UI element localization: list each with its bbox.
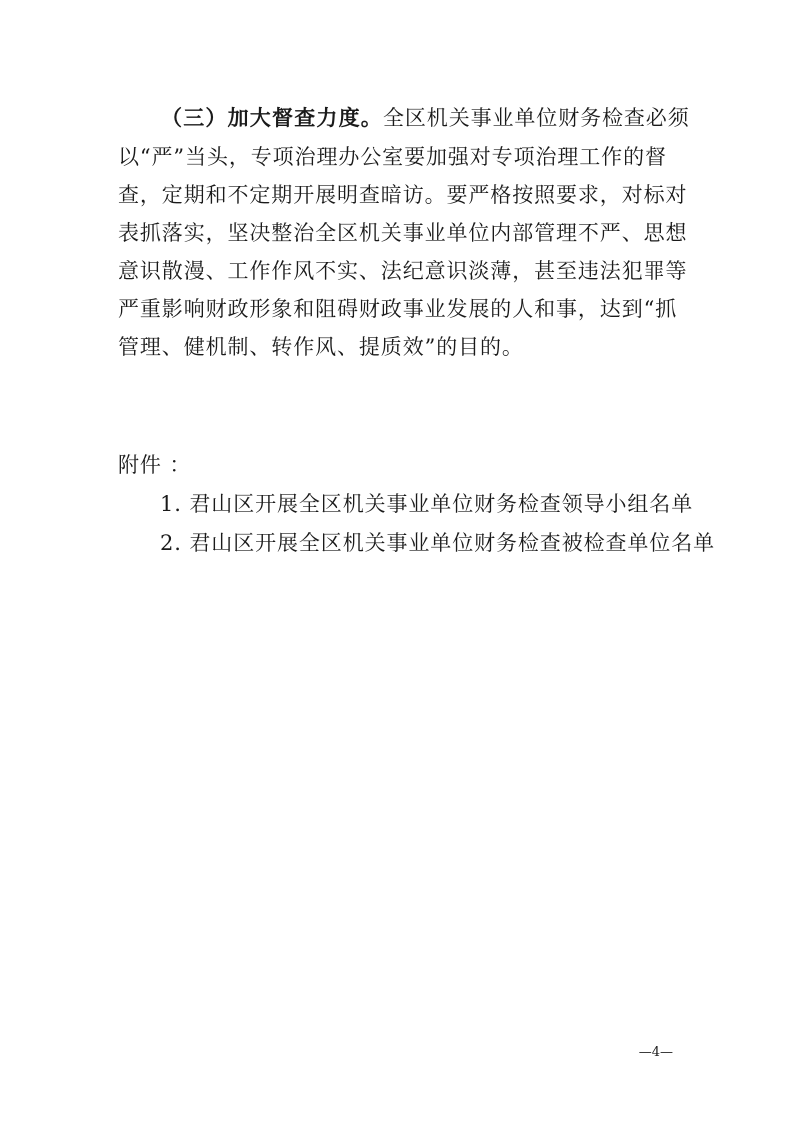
paragraph-text-1: 全区机关事业单位财务检查必须 <box>383 106 690 130</box>
attachment-item-1: 1. 君山区开展全区机关事业单位财务检查领导小组名单 <box>160 492 694 516</box>
paragraph-line-4: 表抓落实，坚决整治全区机关事业单位内部管理不严、思想 <box>118 221 688 245</box>
paragraph-line-3: 查，定期和不定期开展明查暗访。要严格按照要求，对标对 <box>118 183 688 207</box>
page-number: —4— <box>638 1045 673 1060</box>
paragraph-line-1 <box>161 103 690 133</box>
attachments-label: 附件 ： <box>118 453 192 477</box>
paragraph-line-2: 以“严”当头，专项治理办公室要加强对专项治理工作的督 <box>118 145 667 169</box>
paragraph-line-7: 管理、健机制、转作风、提质效”的目的。 <box>118 335 524 359</box>
section-heading: （三）加大督查力度。 <box>161 106 383 130</box>
paragraph-line-5: 意识散漫、工作作风不实、法纪意识淡薄，甚至违法犯罪等 <box>118 259 688 283</box>
attachment-item-2: 2. 君山区开展全区机关事业单位财务检查被检查单位名单 <box>160 531 716 555</box>
paragraph-line-6: 严重影响财政形象和阻碍财政事业发展的人和事，达到“抓 <box>118 297 678 321</box>
